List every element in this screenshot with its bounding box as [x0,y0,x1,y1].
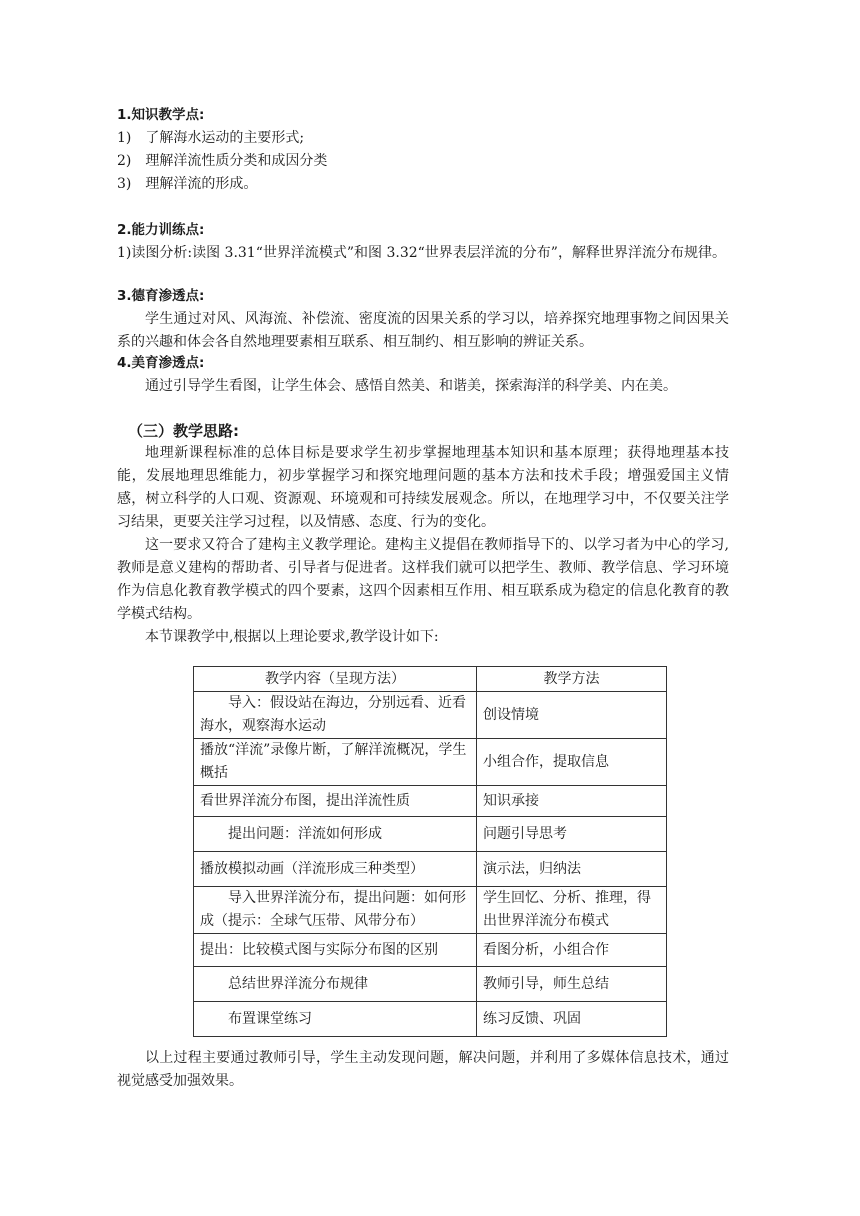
table-row [194,887,667,934]
intro-paragraph-3: 本节课教学中,根据以上理论要求,教学设计如下: [145,629,439,645]
table-cell-method: 看图分析，小组合作 [477,934,667,967]
teaching-design-table [193,666,667,1037]
table-row [194,739,667,786]
moral-heading: 3.德育渗透点: [117,288,205,304]
table-cell-method: 练习反馈、巩固 [477,1002,667,1037]
table-cell-method: 问题引导思考 [477,817,667,852]
table-cell-method: 演示法，归纳法 [477,852,667,887]
table-row [194,1002,667,1037]
knowledge-heading: 1.知识教学点: [117,107,205,123]
table-cell-method: 创设情境 [477,692,667,739]
ability-text: 1)读图分析:读图 3.31“世界洋流模式”和图 3.32“世界表层洋流的分布”，解释世界洋流分布规律。 [117,245,726,261]
intro-paragraph-2: 这一要求又符合了建构主义教学理论。建构主义提倡在教师指导下的、以学习者为中心的学习,教师是意义建构的帮助者、引导者与促进者。这样我们就可以把学生、教师、教学信息、学习环境作为信息化教育教学模式的四个要素，这四个因素相互作用、相互联系成为稳定的信息化教育的教学模式结构。 [117,537,729,622]
table-row [194,817,667,852]
table-cell-method: 学生回忆、分析、推理，得出世界洋流分布模式 [477,887,667,934]
knowledge-item-3: 3) 理解洋流的形成。 [117,176,258,192]
table-cell-content: 布置课堂练习 [194,1002,477,1037]
table-header-method: 教学方法 [477,667,667,692]
table-row [194,852,667,887]
table-cell-content: 总结世界洋流分布规律 [194,967,477,1002]
table-row [194,692,667,739]
table-cell-content: 播放模拟动画（洋流形成三种类型） [194,852,477,887]
knowledge-item-2: 2) 理解洋流性质分类和成因分类 [117,153,328,169]
table-cell-content: 导入世界洋流分布，提出问题：如何形成（提示：全球气压带、风带分布） [194,887,477,934]
ability-heading: 2.能力训练点: [117,222,205,238]
table-cell-method: 小组合作，提取信息 [477,739,667,786]
aesthetic-heading: 4.美育渗透点: [117,355,205,371]
section-three-heading: （三）教学思路: [128,422,239,440]
table-cell-content: 导入：假设站在海边，分别远看、近看海水，观察海水运动 [194,692,477,739]
table-row [194,786,667,817]
moral-text: 学生通过对风、风海流、补偿流、密度流的因果关系的学习以，培养探究地理事物之间因果关系的兴趣和体会各自然地理要素相互联系、相互制约、相互影响的辨证关系。 [117,311,729,350]
table-cell-content: 播放“洋流”录像片断，了解洋流概况，学生概括 [194,739,477,786]
aesthetic-text: 通过引导学生看图，让学生体会、感悟自然美、和谐美，探索海洋的科学美、内在美。 [145,378,677,394]
table-row [194,934,667,967]
table-cell-content: 提出：比较模式图与实际分布图的区别 [194,934,477,967]
intro-paragraph-1: 地理新课程标准的总体目标是要求学生初步掌握地理基本知识和基本原理；获得地理基本技能，发展地理思维能力，初步掌握学习和探究地理问题的基本方法和技术手段；增强爱国主义情感，树立科学的人口观、资源观、环境观和可持续发展观念。所以，在地理学习中，不仅要关注学习结果，更要关注学习过程，以及情感、态度、行为的变化。 [117,445,729,530]
table-row [194,967,667,1002]
table-cell-method: 知识承接 [477,786,667,817]
table-header-content: 教学内容（呈现方法） [194,667,477,692]
table-header-row [194,667,667,692]
closing-paragraph: 以上过程主要通过教师引导，学生主动发现问题，解决问题，并利用了多媒体信息技术，通过视觉感受加强效果。 [117,1050,729,1089]
table-cell-content: 看世界洋流分布图，提出洋流性质 [194,786,477,817]
knowledge-item-1: 1) 了解海水运动的主要形式; [117,130,305,146]
table-cell-content: 提出问题：洋流如何形成 [194,817,477,852]
table-cell-method: 教师引导，师生总结 [477,967,667,1002]
